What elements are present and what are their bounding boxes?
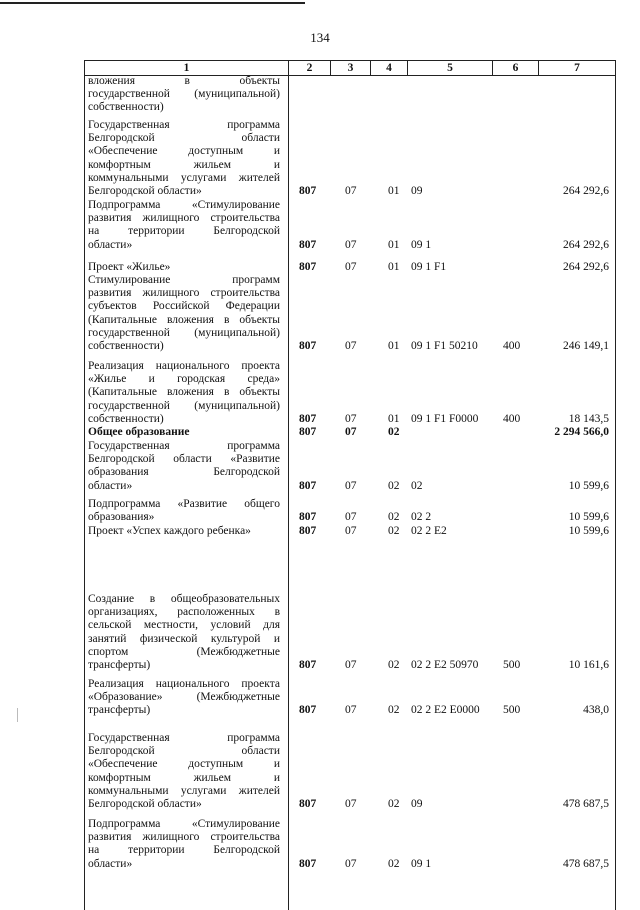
cell-c4: 02 — [388, 798, 400, 810]
header-col-4: 4 — [386, 62, 392, 74]
description-line: собственности) — [88, 412, 164, 425]
cell-c5: 09 1 F1 50210 — [411, 340, 478, 352]
description-line: Подпрограмма «Развитие общего — [88, 498, 280, 510]
description-line: Создание в общеобразовательных — [88, 593, 280, 605]
description-line: «Обеспечение доступным и — [88, 758, 280, 771]
description-line: собственности) — [88, 101, 164, 114]
row-description — [88, 498, 280, 524]
cell-c3: 07 — [345, 511, 357, 524]
cell-c2: 807 — [299, 798, 317, 810]
cell-c7: 246 149,1 — [563, 340, 609, 352]
description-line: развития жилищного строительства — [88, 831, 280, 844]
cell-c4: 02 — [388, 511, 400, 524]
cell-c5: 02 2 E2 50970 — [411, 659, 479, 671]
cell-c3: 07 — [345, 704, 357, 717]
top-rule — [0, 2, 305, 4]
cell-c7: 10 599,6 — [568, 479, 609, 492]
cell-c3: 07 — [345, 412, 357, 425]
row-description — [88, 274, 280, 353]
description-line: на территории Белгородской — [88, 225, 280, 238]
cell-c2: 807 — [299, 704, 317, 717]
description-line: Реализация национального проекта — [88, 678, 280, 690]
description-line: Подпрограмма «Стимулирование — [88, 199, 280, 211]
header-col-7: 7 — [574, 62, 580, 74]
cell-c5: 09 1 F1 — [411, 261, 447, 273]
description-line: занятий физической культурой и — [88, 632, 280, 645]
description-line: комфортным жильем и — [88, 771, 280, 784]
cell-c2: 807 — [299, 659, 317, 671]
row-description — [88, 119, 280, 198]
description-line: вложения в объекты — [88, 75, 280, 87]
cell-c3: 07 — [345, 525, 357, 537]
description-line: (Капитальные вложения в объекты — [88, 386, 280, 399]
row-description — [88, 732, 280, 811]
description-line: государственной (муниципальной) — [88, 88, 280, 101]
description-line: «Обеспечение доступным и — [88, 145, 280, 158]
cell-c4: 01 — [388, 340, 400, 352]
cell-c2: 807 — [299, 238, 317, 251]
header-col-2: 2 — [306, 62, 313, 74]
cell-c7: 264 292,6 — [563, 238, 609, 251]
description-line: Белгородской области «Развитие — [88, 453, 280, 466]
cell-c6: 500 — [503, 659, 521, 671]
cell-c7: 438,0 — [583, 704, 609, 717]
cell-c3: 07 — [345, 261, 357, 273]
budget-table — [84, 60, 616, 910]
cell-c4: 02 — [388, 525, 400, 537]
cell-c5: 02 2 E2 — [411, 525, 447, 537]
cell-c2: 807 — [299, 185, 317, 197]
description-line: Реализация национального проекта — [88, 360, 280, 372]
description-line: Проект «Жилье» — [88, 261, 171, 273]
cell-c5: 09 — [411, 185, 423, 197]
description-line: (Капитальные вложения в объекты — [88, 313, 280, 326]
table-header — [85, 60, 615, 76]
cell-c4: 01 — [388, 185, 400, 197]
cell-c2: 807 — [299, 479, 317, 492]
description-line: собственности) — [88, 340, 164, 353]
description-line: «Образование» (Межбюджетные — [88, 691, 280, 704]
cell-c4: 02 — [388, 659, 400, 671]
description-line: «Жилье и городская среда» — [88, 373, 280, 386]
cell-c5: 02 2 E2 E0000 — [411, 704, 480, 717]
cell-c7: 18 143,5 — [568, 412, 609, 425]
cell-c2: 807 — [299, 412, 317, 425]
cell-c5: 02 — [411, 479, 423, 492]
scan-mark — [17, 708, 18, 722]
cell-c3: 07 — [345, 238, 357, 251]
description-line: развития жилищного строительства — [88, 287, 280, 300]
cell-c5: 09 1 — [411, 857, 432, 870]
description-line: организациях, расположенных в — [88, 606, 280, 619]
cell-c4: 01 — [388, 238, 400, 251]
cell-c7: 10 161,6 — [568, 659, 609, 671]
row-description — [88, 426, 280, 439]
description-line: государственной (муниципальной) — [88, 326, 280, 339]
cell-c7: 2 294 566,0 — [554, 426, 609, 438]
cell-c7: 10 599,6 — [568, 525, 609, 537]
cell-c3: 07 — [345, 426, 357, 438]
description-line: Белгородской области — [88, 132, 280, 145]
description-line: сельской местности, условий для — [88, 619, 280, 632]
cell-c4: 02 — [388, 704, 400, 717]
page-number: 134 — [310, 30, 330, 45]
row-description — [88, 678, 280, 718]
description-line: коммунальными услугами жителей — [88, 784, 280, 797]
cell-c4: 01 — [388, 412, 400, 425]
description-line: трансферты) — [88, 659, 151, 672]
description-line: области» — [88, 857, 133, 870]
cell-c3: 07 — [345, 340, 357, 352]
cell-c2: 807 — [299, 511, 317, 524]
row-description — [88, 818, 280, 871]
description-line: спортом (Межбюджетные — [88, 645, 280, 658]
description-line: субъектов Российской Федерации — [88, 300, 280, 313]
description-line: на территории Белгородской — [88, 844, 280, 857]
cell-c7: 478 687,5 — [563, 798, 609, 810]
description-line: Общее образование — [88, 426, 190, 438]
cell-c2: 807 — [299, 261, 317, 273]
cell-c6: 400 — [503, 340, 521, 352]
description-line: Белгородской области — [88, 745, 280, 758]
cell-c4: 02 — [388, 479, 400, 492]
description-line: Государственная программа — [88, 732, 280, 744]
description-line: комфортным жильем и — [88, 158, 280, 171]
row-description — [88, 440, 280, 493]
cell-c2: 807 — [299, 857, 317, 870]
description-line: трансферты) — [88, 704, 151, 717]
description-line: Белгородской области» — [88, 798, 202, 811]
cell-c3: 07 — [345, 857, 357, 870]
header-col-5: 5 — [447, 62, 453, 74]
description-line: области» — [88, 479, 133, 492]
cell-c7: 10 599,6 — [568, 511, 609, 524]
cell-c7: 264 292,6 — [563, 261, 609, 273]
cell-c3: 07 — [345, 659, 357, 671]
cell-c2: 807 — [299, 340, 317, 352]
cell-c7: 264 292,6 — [563, 185, 609, 197]
header-col-6: 6 — [512, 62, 519, 74]
row-description — [88, 525, 280, 538]
cell-c4: 01 — [388, 261, 400, 273]
description-line: Стимулирование программ — [88, 274, 280, 286]
row-description — [88, 593, 280, 672]
description-line: образования» — [88, 511, 155, 524]
description-line: Государственная программа — [88, 119, 280, 131]
cell-c5: 09 — [411, 798, 423, 810]
description-line: государственной (муниципальной) — [88, 399, 280, 412]
description-line: коммунальными услугами жителей — [88, 171, 280, 184]
description-line: образования Белгородской — [88, 466, 280, 479]
cell-c5: 09 1 F1 F0000 — [411, 412, 479, 425]
cell-c3: 07 — [345, 479, 357, 492]
cell-c5: 02 2 — [411, 511, 432, 524]
cell-c6: 400 — [503, 412, 521, 425]
header-col-3: 3 — [347, 62, 354, 74]
row-description — [88, 199, 280, 252]
description-line: Белгородской области» — [88, 185, 202, 198]
cell-c3: 07 — [345, 798, 357, 810]
description-line: области» — [88, 238, 133, 251]
cell-c3: 07 — [345, 185, 357, 197]
cell-c5: 09 1 — [411, 238, 432, 251]
cell-c6: 500 — [503, 704, 521, 717]
cell-c2: 807 — [299, 426, 317, 438]
cell-c4: 02 — [388, 857, 400, 870]
cell-c7: 478 687,5 — [563, 857, 609, 870]
row-description — [88, 261, 280, 274]
description-line: Проект «Успех каждого ребенка» — [88, 525, 251, 537]
description-line: Подпрограмма «Стимулирование — [88, 818, 280, 830]
description-line: развития жилищного строительства — [88, 212, 280, 225]
description-line: Государственная программа — [88, 440, 280, 452]
row-description — [88, 360, 280, 426]
cell-c4: 02 — [388, 426, 400, 438]
header-col-1: 1 — [183, 62, 190, 74]
column-divider — [288, 60, 289, 910]
cell-c2: 807 — [299, 525, 317, 537]
row-description — [88, 75, 280, 115]
